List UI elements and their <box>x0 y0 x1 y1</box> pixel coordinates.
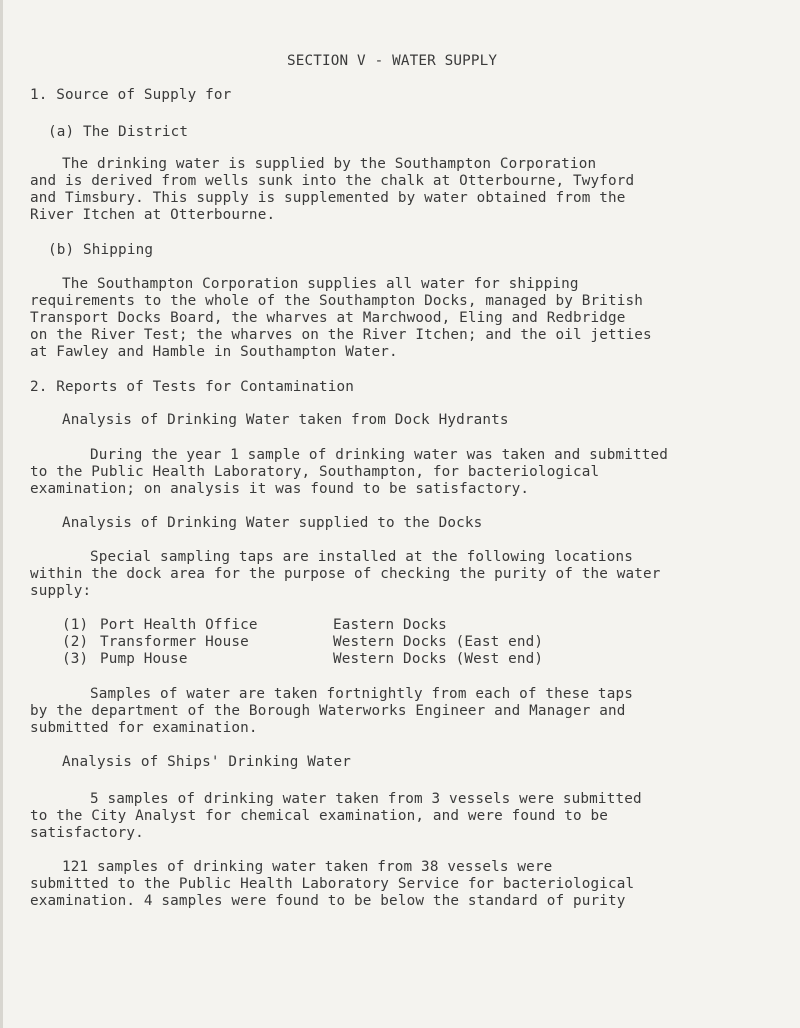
location-area: Eastern Docks <box>333 617 447 633</box>
paragraph-line: at Fawley and Hamble in Southampton Water. <box>30 344 398 360</box>
page-edge-shadow <box>0 0 3 1028</box>
location-number: (3) <box>62 651 89 667</box>
paragraph-line: satisfactory. <box>30 825 144 841</box>
paragraph-line: The Southampton Corporation supplies all water for shipping <box>62 276 579 292</box>
location-number: (2) <box>62 634 89 650</box>
paragraph-line: and is derived from wells sunk into the chalk at Otterbourne, Twyford <box>30 173 635 189</box>
paragraph-line: Samples of water are taken fortnightly from each of these taps <box>90 686 633 702</box>
paragraph-line: The drinking water is supplied by the Southampton Corporation <box>62 156 597 172</box>
paragraph-line: 121 samples of drinking water taken from 38 vessels were <box>62 859 553 875</box>
paragraph-line: During the year 1 sample of drinking water was taken and submitted <box>90 447 668 463</box>
paragraph-line: on the River Test; the wharves on the River Itchen; and the oil jetties <box>30 327 652 343</box>
paragraph-line: requirements to the whole of the Southampton Docks, managed by British <box>30 293 644 309</box>
location-area: Western Docks (East end) <box>333 634 544 650</box>
location-place: Transformer House <box>100 634 249 650</box>
location-area: Western Docks (West end) <box>333 651 544 667</box>
location-place: Port Health Office <box>100 617 258 633</box>
subheading-shipping: (b) Shipping <box>48 242 154 258</box>
heading-source-of-supply: 1. Source of Supply for <box>30 87 232 103</box>
paragraph-line: submitted to the Public Health Laboratory Service for bacteriological <box>30 876 635 892</box>
paragraph-line: by the department of the Borough Waterworks Engineer and Manager and <box>30 703 626 719</box>
section-title: SECTION V - WATER SUPPLY <box>287 53 498 69</box>
paragraph-line: River Itchen at Otterbourne. <box>30 207 276 223</box>
paragraph-line: within the dock area for the purpose of checking the purity of the water <box>30 566 661 582</box>
paragraph-line: Special sampling taps are installed at the following locations <box>90 549 633 565</box>
subheading-dock-hydrants: Analysis of Drinking Water taken from Dock Hydrants <box>62 412 509 428</box>
heading-reports-of-tests: 2. Reports of Tests for Contamination <box>30 379 355 395</box>
subheading-ships: Analysis of Ships' Drinking Water <box>62 754 351 770</box>
paragraph-line: to the City Analyst for chemical examination, and were found to be <box>30 808 608 824</box>
location-place: Pump House <box>100 651 188 667</box>
paragraph-line: and Timsbury. This supply is supplemented by water obtained from the <box>30 190 626 206</box>
location-number: (1) <box>62 617 89 633</box>
paragraph-line: submitted for examination. <box>30 720 258 736</box>
paragraph-line: examination; on analysis it was found to be satisfactory. <box>30 481 530 497</box>
subheading-docks-supply: Analysis of Drinking Water supplied to the Docks <box>62 515 483 531</box>
paragraph-line: Transport Docks Board, the wharves at Marchwood, Eling and Redbridge <box>30 310 626 326</box>
paragraph-line: 5 samples of drinking water taken from 3 vessels were submitted <box>90 791 642 807</box>
paragraph-line: examination. 4 samples were found to be below the standard of purity <box>30 893 626 909</box>
subheading-district: (a) The District <box>48 124 189 140</box>
paragraph-line: to the Public Health Laboratory, Southampton, for bacteriological <box>30 464 600 480</box>
paragraph-line: supply: <box>30 583 92 599</box>
